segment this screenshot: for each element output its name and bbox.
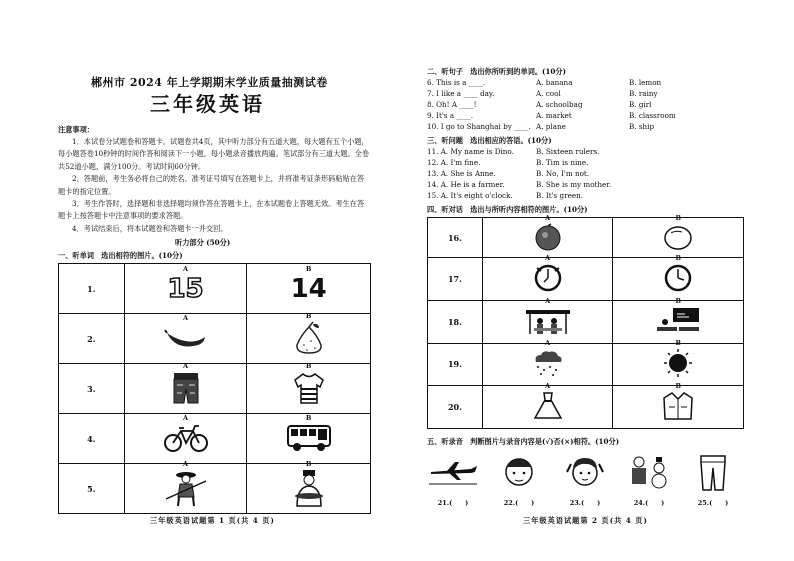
section-4-table xyxy=(427,213,744,429)
item-number: 5. xyxy=(59,464,125,514)
sentence-8: 8. Oh! A ____! xyxy=(427,100,477,109)
section-4-title: 四、听对话 选出与所听内容相符的图片。(10分) xyxy=(427,205,588,214)
answer-11-option-b[interactable]: B. Sixteen rulers. xyxy=(536,147,600,156)
number-15-picture: A 15 xyxy=(167,264,204,304)
option-a-cell[interactable] xyxy=(124,314,247,364)
table-row xyxy=(428,300,744,343)
sentence-9: 9. It's a ____. xyxy=(427,111,474,120)
bus-picture: B xyxy=(286,423,332,455)
classroom-picture: B xyxy=(655,306,701,338)
table-row xyxy=(59,314,371,364)
option-b-cell[interactable] xyxy=(613,339,744,386)
item-number: 17. xyxy=(428,258,483,301)
sentence-7: 7. I like a ____ day. xyxy=(427,89,495,98)
item-number: 20. xyxy=(428,386,483,429)
exam-page-2 xyxy=(397,0,794,561)
answer-13-option-b[interactable]: B. No, I'm not. xyxy=(536,169,590,178)
answer-13-option-a[interactable]: 13. A. She is Anne. xyxy=(427,169,496,178)
sentence-7-option-a[interactable]: A. cool xyxy=(536,89,561,98)
option-a-cell[interactable] xyxy=(482,382,613,429)
table-row xyxy=(59,464,371,514)
sentence-8-option-a[interactable]: A. schoolbag xyxy=(536,100,583,109)
option-b-cell[interactable] xyxy=(613,213,744,258)
judge-label-25[interactable]: 25.( ) xyxy=(697,499,729,507)
subject-title: 三年级英语 xyxy=(150,92,265,116)
option-a-cell[interactable] xyxy=(124,264,247,314)
judge-picture-21 xyxy=(427,452,479,507)
shorts-picture: A xyxy=(171,371,201,407)
judge-picture-22 xyxy=(493,452,545,507)
sentence-10-option-b[interactable]: B. ship xyxy=(629,122,655,131)
judge-label-23[interactable]: 23.( ) xyxy=(569,499,601,507)
option-a-cell[interactable] xyxy=(482,213,613,258)
sentence-10: 10. I go to Shanghai by ____. xyxy=(427,122,531,131)
farmer-picture: A xyxy=(164,469,208,509)
option-b-cell[interactable] xyxy=(613,253,744,301)
notice-item-3: 3．考生作答时，选择题和非选择题均须作答在答题卡上，在本试题卷上答题无效。考生在答题卡上按答题卡中注意事项的要求答题。 xyxy=(58,199,365,221)
pear-picture: B xyxy=(291,321,327,357)
option-b-cell[interactable] xyxy=(247,264,371,314)
option-a-cell[interactable] xyxy=(482,296,613,343)
exam-header-title: 郴州市 2024 年上学期期末学业质量抽测试卷 xyxy=(91,76,328,89)
option-a-cell[interactable] xyxy=(124,414,247,464)
notice-item-1: 1．本试卷分试题卷和答题卡。试题卷共4页，其中听力部分有五道大题，每大题有五个小题，每小题答卷10秒钟的时间作答和阅读下一小题，每小题录音播放两遍。笔试部分有三道大题。全卷共52道小题，满分100分。考试时间60分钟。 xyxy=(58,137,370,171)
item-number: 2. xyxy=(59,314,125,364)
page-1-footer: 三年级英语试题第 1 页(共 4 页) xyxy=(150,516,275,525)
banana-picture: A xyxy=(164,323,208,355)
answer-15-option-b[interactable]: B. It's green. xyxy=(536,191,583,200)
table-row xyxy=(59,414,371,464)
sunny-picture: B xyxy=(663,348,693,380)
sentence-8-option-b[interactable]: B. girl xyxy=(629,100,652,109)
jacket-picture: B xyxy=(661,391,695,423)
item-number: 16. xyxy=(428,218,483,258)
option-b-cell[interactable] xyxy=(247,414,371,464)
section-3-title: 三、听问题 选出相应的答语。(10分) xyxy=(427,136,552,145)
option-a-cell[interactable] xyxy=(124,361,247,414)
answer-12-option-a[interactable]: 12. A. I'm fine. xyxy=(427,158,481,167)
clock-b-picture: B xyxy=(663,263,693,295)
option-a-cell[interactable] xyxy=(482,253,613,301)
section-5-title: 五、听录音 判断图片与录音内容是(√)否(×)相符。(10分) xyxy=(427,437,620,446)
option-b-cell[interactable] xyxy=(247,459,371,514)
sentence-10-option-a[interactable]: A. plane xyxy=(536,122,566,131)
orange-picture: A xyxy=(533,223,563,253)
rainy-picture: A xyxy=(530,348,566,380)
option-b-cell[interactable] xyxy=(247,311,371,364)
section-2-title: 二、听句子 选出你所听到的单词。(10分) xyxy=(427,67,566,76)
answer-12-option-b[interactable]: B. Tim is nine. xyxy=(536,158,589,167)
table-row xyxy=(59,364,371,414)
judge-picture-24 xyxy=(623,452,675,507)
page-2-footer: 三年级英语试题第 2 页(共 4 页) xyxy=(523,516,648,525)
bike-picture: A xyxy=(163,423,209,455)
notice-item-2: 2．答题前，考生务必将自己的姓名、准考证号填写在答题卡上，并将准考证条形码粘贴在答题卡的指定位置。 xyxy=(58,174,365,196)
option-b-cell[interactable] xyxy=(613,382,744,429)
item-number: 3. xyxy=(59,364,125,414)
table-row xyxy=(428,258,744,301)
sentence-9-option-b[interactable]: B. classroom xyxy=(629,111,676,120)
section-1-table xyxy=(58,263,371,514)
judge-picture-25 xyxy=(687,452,739,507)
table-row xyxy=(428,386,744,429)
number-14-picture: B 14 xyxy=(290,264,327,304)
judge-label-24[interactable]: 24.( ) xyxy=(633,499,665,507)
table-row xyxy=(428,218,744,258)
judge-picture-23 xyxy=(559,452,611,507)
shirt-picture: B xyxy=(292,371,326,407)
notice-block xyxy=(58,124,370,235)
table-row xyxy=(59,264,371,314)
option-a-cell[interactable] xyxy=(124,459,247,514)
dress-picture: A xyxy=(532,391,564,423)
section-1-title: 一、听单词 选出相符的图片。(10分) xyxy=(58,251,183,260)
judge-label-22[interactable]: 22.( ) xyxy=(503,499,535,507)
answer-15-option-a[interactable]: 15. A. It's eight o'clock. xyxy=(427,191,513,200)
notice-heading: 注意事项： xyxy=(58,125,94,134)
listening-part-title: 听力部分 (50分) xyxy=(175,238,231,247)
sentence-6: 6. This is a ____. xyxy=(427,78,486,87)
option-b-cell[interactable] xyxy=(247,361,371,414)
lemon-picture: B xyxy=(662,223,694,253)
judge-label-21[interactable]: 21.( ) xyxy=(437,499,469,507)
option-b-cell[interactable] xyxy=(613,296,744,343)
answer-11-option-a[interactable]: 11. A. My name is Dino. xyxy=(427,147,514,156)
sentence-6-option-a[interactable]: A. banana xyxy=(536,78,573,87)
market-picture: A xyxy=(524,306,572,338)
sentence-6-option-b[interactable]: B. lemon xyxy=(629,78,662,87)
item-number: 18. xyxy=(428,300,483,343)
table-row xyxy=(428,343,744,386)
clock-a-picture: A xyxy=(533,263,563,295)
item-number: 1. xyxy=(59,264,125,314)
item-number: 4. xyxy=(59,414,125,464)
sentence-9-option-a[interactable]: A. market xyxy=(536,111,572,120)
sentence-7-option-b[interactable]: B. rainy xyxy=(629,89,658,98)
item-number: 19. xyxy=(428,343,483,386)
option-a-cell[interactable] xyxy=(482,339,613,386)
answer-14-option-a[interactable]: 14. A. He is a farmer. xyxy=(427,180,505,189)
notice-item-4: 4．考试结束后，将本试题卷和答题卡一并交回。 xyxy=(72,223,228,233)
answer-14-option-b[interactable]: B. She is my mother. xyxy=(536,180,612,189)
cook-picture: B xyxy=(289,469,329,509)
